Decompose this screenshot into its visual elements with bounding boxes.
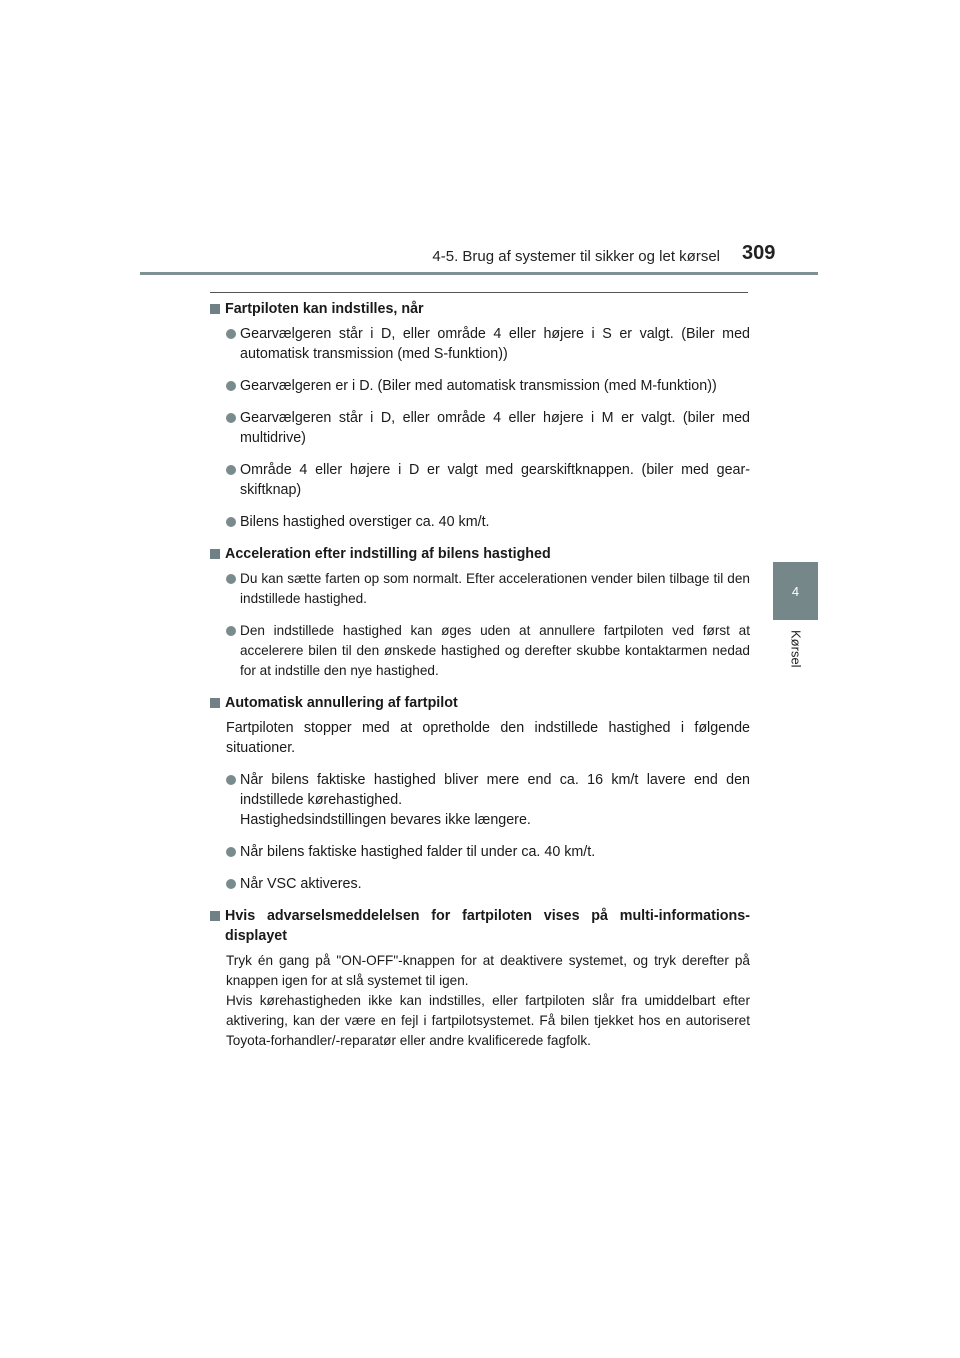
- round-bullet-icon: [226, 626, 236, 636]
- round-bullet-icon: [226, 775, 236, 785]
- list-item: [210, 324, 750, 364]
- section-warning-message: [210, 906, 750, 1051]
- list-item: [210, 770, 750, 830]
- round-bullet-icon: [226, 381, 236, 391]
- square-bullet-icon: [210, 549, 220, 559]
- list-item: [210, 842, 750, 862]
- round-bullet-icon: [226, 465, 236, 475]
- list-item-text: Når bilens faktiske hastighed falder til under ca. 40 km/t.: [240, 844, 596, 860]
- heading-text: Hvis advarselsmeddelelsen for fartpiloten vises på multi-informations-displayet: [225, 908, 750, 944]
- list-item-text: Du kan sætte farten op som normalt. Efter accelerationen vender bilen tilbage til den indstillede hastighed.: [240, 571, 750, 606]
- bullet-list: [210, 569, 750, 681]
- list-item-text: Den indstillede hastighed kan øges uden at annullere fartpiloten ved først at accelerere bilen til den ønskede hastighed og derefter skubbe kontaktarmen nedad for at indstille den nye hastighed.: [240, 623, 750, 678]
- content-top-rule: [210, 292, 748, 293]
- round-bullet-icon: [226, 517, 236, 527]
- round-bullet-icon: [226, 413, 236, 423]
- round-bullet-icon: [226, 574, 236, 584]
- section-heading: [210, 544, 750, 564]
- section-heading: [210, 299, 750, 319]
- section-cruise-settable: [210, 299, 750, 532]
- list-item-text: Bilens hastighed overstiger ca. 40 km/t.: [240, 514, 490, 530]
- page-content: [210, 299, 750, 1059]
- section-heading: [210, 906, 750, 946]
- bullet-list: [210, 770, 750, 894]
- chapter-number: 4: [791, 583, 800, 599]
- round-bullet-icon: [226, 329, 236, 339]
- list-item: [210, 512, 750, 532]
- heading-text: Automatisk annullering af fartpilot: [225, 695, 458, 711]
- list-item: [210, 621, 750, 681]
- round-bullet-icon: [226, 847, 236, 857]
- list-item-content: [240, 770, 750, 830]
- chapter-tab: [773, 562, 818, 620]
- heading-text: Fartpiloten kan indstilles, når: [225, 301, 424, 317]
- list-item: [210, 408, 750, 448]
- section-title: 4-5. Brug af systemer til sikker og let kørsel: [432, 248, 720, 265]
- paragraph: Tryk én gang på "ON-OFF"-knappen for at deaktivere systemet, og tryk derefter på knappen igen for at slå systemet til igen.: [226, 953, 750, 988]
- list-item-text: Når bilens faktiske hastighed bliver mere end ca. 16 km/t lavere end den indstillede kørehastighed.: [240, 772, 750, 808]
- square-bullet-icon: [210, 698, 220, 708]
- list-item-note: Hastighedsindstillingen bevares ikke længere.: [240, 812, 531, 828]
- header-rule: [140, 272, 818, 275]
- section-intro: Fartpiloten stopper med at opretholde den indstillede hastighed i følgende situationer.: [226, 720, 750, 756]
- round-bullet-icon: [226, 879, 236, 889]
- list-item: [210, 874, 750, 894]
- list-item-text: Når VSC aktiveres.: [240, 876, 362, 892]
- list-item: [210, 376, 750, 396]
- paragraph: Hvis kørehastigheden ikke kan indstilles, eller fartpiloten slår fra umiddelbart efter aktivering, kan der være en fejl i fartpilotsystemet. Få bilen tjekket hos en autoriseret Toyota-forhandler/-reparatør eller andre kvalificerede fagfolk.: [226, 993, 750, 1048]
- section-acceleration: [210, 544, 750, 681]
- list-item-text: Gearvælgeren er i D. (Biler med automatisk transmission (med M-funktion)): [240, 378, 717, 394]
- list-item-text: Gearvælgeren står i D, eller område 4 eller højere i M er valgt. (biler med multidrive): [240, 410, 750, 446]
- list-item: [210, 460, 750, 500]
- square-bullet-icon: [210, 304, 220, 314]
- chapter-label: Kørsel: [788, 630, 804, 668]
- list-item-text: Gearvælgeren står i D, eller område 4 eller højere i S er valgt. (Biler med automatisk transmission (med S-funktion)): [240, 326, 750, 362]
- heading-text: Acceleration efter indstilling af bilens hastighed: [225, 546, 551, 562]
- square-bullet-icon: [210, 911, 220, 921]
- list-item: [210, 569, 750, 609]
- section-heading: [210, 693, 750, 713]
- bullet-list: [210, 324, 750, 532]
- page-number: 309: [742, 242, 776, 264]
- list-item-text: Område 4 eller højere i D er valgt med gearskiftknappen. (biler med gear-skiftknap): [240, 462, 750, 498]
- section-auto-cancel: [210, 693, 750, 894]
